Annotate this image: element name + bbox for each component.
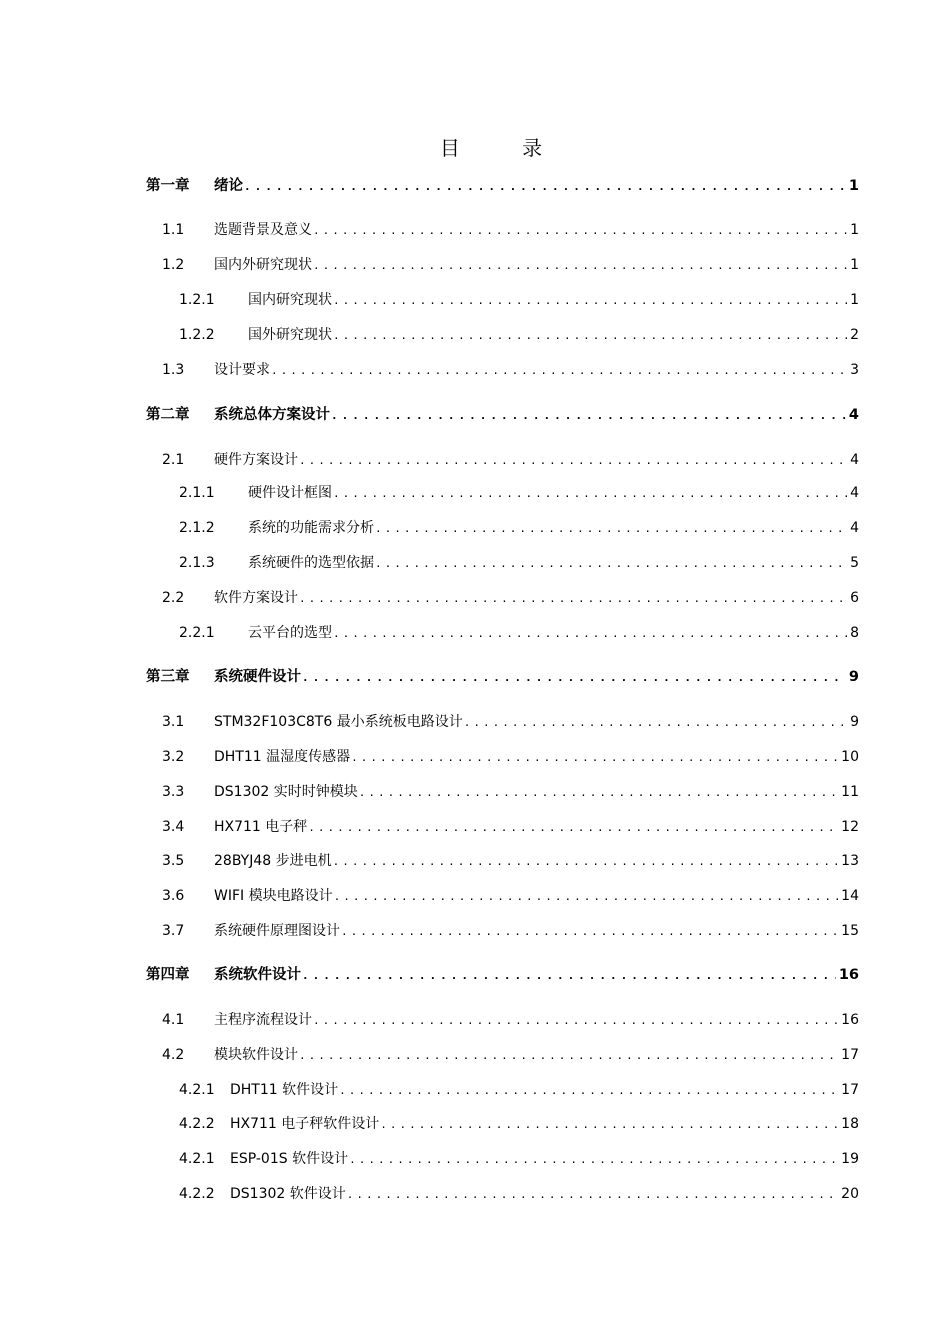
toc-leader-dots [299,589,847,609]
toc-leader-dots [271,361,847,381]
toc-entry-number: 第四章 [146,967,190,983]
toc-entry-number: 3.4 [162,819,185,835]
toc-entry-title: DS1302 软件设计 [230,1186,346,1202]
toc-entry-title: 国外研究现状 [248,327,332,343]
toc-entry-title: 国内研究现状 [248,292,332,308]
toc-entry-number: 3.5 [162,853,185,869]
toc-leader-dots [339,1081,838,1101]
toc-entry-title: 云平台的选型 [248,625,332,641]
toc-entry-number: 第三章 [146,669,190,685]
toc-section-entry[interactable] [179,1114,859,1135]
toc-entry-title: DHT11 软件设计 [230,1082,339,1098]
toc-entry-number: 4.2.2 [179,1186,215,1202]
toc-entry-title: 系统总体方案设计 [214,407,330,423]
toc-entry-number: 4.2.1 [179,1082,215,1098]
toc-chapter-entry[interactable] [146,667,859,688]
toc-chapter-entry[interactable] [146,176,859,197]
toc-section-entry[interactable] [162,1045,859,1066]
toc-entry-page: 4 [850,520,859,536]
toc-entry-number: 3.6 [162,888,185,904]
toc-section-entry[interactable] [162,817,859,838]
toc-leader-dots [299,1046,838,1066]
toc-entry-number: 1.2.2 [179,327,215,343]
toc-section-entry[interactable] [179,1149,859,1170]
toc-section-entry[interactable] [162,255,859,276]
toc-section-entry[interactable] [179,1184,859,1205]
toc-entry-page: 9 [848,669,859,685]
toc-entry-page: 4 [848,407,859,423]
toc-section-entry[interactable] [162,450,859,471]
toc-section-entry[interactable] [179,290,859,311]
toc-section-entry[interactable] [162,1010,859,1031]
toc-entry-title: 系统软件设计 [214,967,301,983]
toc-entry-title: 系统硬件的选型依据 [248,555,374,571]
toc-entry-page: 18 [841,1116,859,1132]
toc-entry-title: 软件方案设计 [214,590,298,606]
toc-chapter-entry[interactable] [146,965,859,986]
toc-section-entry[interactable] [179,553,859,574]
toc-entry-number: 1.2.1 [179,292,215,308]
toc-entry-number: 1.1 [162,222,185,238]
toc-entry-page: 2 [850,327,859,343]
toc-leader-dots [375,554,847,574]
toc-leader-dots [333,291,847,311]
toc-entry-page: 1 [850,292,859,308]
toc-entry-page: 14 [841,888,859,904]
toc-entry-page: 9 [850,714,859,730]
toc-entry-page: 16 [841,1012,859,1028]
toc-leader-dots [308,818,838,838]
toc-entry-number: 2.1.1 [179,485,215,501]
toc-entry-number: 4.2.2 [179,1116,215,1132]
toc-leader-dots [244,177,846,197]
toc-leader-dots [333,484,847,504]
toc-entry-title: HX711 电子秤软件设计 [230,1116,380,1132]
toc-entry-page: 10 [841,749,859,765]
toc-leader-dots [333,326,847,346]
toc-chapter-entry[interactable] [146,405,859,426]
toc-entry-title: DHT11 温湿度传感器 [214,749,351,765]
toc-entry-title: 主程序流程设计 [214,1012,312,1028]
toc-leader-dots [299,451,847,471]
toc-entry-page: 4 [850,452,859,468]
toc-entry-title: 系统硬件原理图设计 [214,923,340,939]
toc-leader-dots [313,256,847,276]
toc-leader-dots [331,406,846,426]
toc-section-entry[interactable] [162,588,859,609]
toc-entry-page: 16 [838,967,859,983]
toc-section-entry[interactable] [162,886,859,907]
toc-entry-title: 系统硬件设计 [214,669,301,685]
toc-section-entry[interactable] [162,782,859,803]
toc-entry-number: 1.3 [162,362,185,378]
toc-entry-title: 设计要求 [214,362,270,378]
toc-entry-title: STM32F103C8T6 最小系统板电路设计 [214,714,463,730]
toc-section-entry[interactable] [179,518,859,539]
toc-entry-page: 6 [850,590,859,606]
toc-entry-title: 国内外研究现状 [214,257,312,273]
toc-section-entry[interactable] [179,325,859,346]
toc-leader-dots [351,748,838,768]
toc-entry-page: 3 [850,362,859,378]
toc-entry-title: HX711 电子秤 [214,819,308,835]
toc-leader-dots [349,1150,838,1170]
toc-entry-number: 2.1.3 [179,555,215,571]
toc-entry-title: ESP-01S 软件设计 [230,1151,349,1167]
toc-entry-number: 4.2.1 [179,1151,215,1167]
toc-leader-dots [464,713,847,733]
toc-leader-dots [334,887,839,907]
toc-entry-page: 12 [841,819,859,835]
toc-leader-dots [341,922,838,942]
toc-entry-number: 第一章 [146,178,190,194]
toc-entry-number: 第二章 [146,407,190,423]
toc-entry-title: DS1302 实时时钟模块 [214,784,358,800]
toc-entry-page: 5 [850,555,859,571]
toc-leader-dots [359,783,838,803]
toc-entry-page: 1 [850,222,859,238]
toc-leader-dots [302,668,846,688]
toc-entry-number: 3.3 [162,784,185,800]
toc-leader-dots [333,624,847,644]
toc-title: 目 录 [439,136,571,160]
toc-entry-number: 2.1 [162,452,185,468]
toc-entry-page: 19 [841,1151,859,1167]
toc-section-entry[interactable] [179,483,859,504]
toc-section-entry[interactable] [162,220,859,241]
toc-entry-number: 1.2 [162,257,185,273]
toc-entry-title: 模块软件设计 [214,1047,298,1063]
toc-entry-number: 4.2 [162,1047,185,1063]
toc-entry-page: 8 [850,625,859,641]
toc-entry-page: 15 [841,923,859,939]
toc-section-entry[interactable] [162,921,859,942]
toc-entry-page: 13 [841,853,859,869]
toc-section-entry[interactable] [179,1080,859,1101]
toc-entry-number: 3.2 [162,749,185,765]
toc-leader-dots [347,1185,838,1205]
toc-leader-dots [375,519,847,539]
toc-entry-title: 28BYJ48 步进电机 [214,853,332,869]
toc-leader-dots [313,221,847,241]
toc-entry-number: 2.1.2 [179,520,215,536]
toc-entry-title: 绪论 [214,178,243,194]
toc-section-entry[interactable] [162,360,859,381]
toc-leader-dots [333,852,839,872]
toc-section-entry[interactable] [162,747,859,768]
toc-entry-title: 硬件方案设计 [214,452,298,468]
toc-leader-dots [302,966,836,986]
toc-entry-number: 2.2.1 [179,625,215,641]
toc-section-entry[interactable] [162,712,859,733]
toc-entry-title: WIFI 模块电路设计 [214,888,333,904]
toc-entry-title: 系统的功能需求分析 [248,520,374,536]
toc-entry-number: 3.7 [162,923,185,939]
toc-entry-page: 4 [850,485,859,501]
toc-section-entry[interactable] [162,851,859,872]
toc-entry-page: 1 [850,257,859,273]
toc-entry-title: 选题背景及意义 [214,222,312,238]
toc-leader-dots [380,1115,838,1135]
toc-entry-page: 11 [841,784,859,800]
toc-entry-page: 17 [841,1082,859,1098]
toc-entry-page: 1 [848,178,859,194]
toc-entry-number: 2.2 [162,590,185,606]
toc-leader-dots [313,1011,838,1031]
toc-section-entry[interactable] [179,623,859,644]
toc-entry-page: 17 [841,1047,859,1063]
toc-entry-page: 20 [841,1186,859,1202]
toc-entry-number: 3.1 [162,714,185,730]
toc-entry-number: 4.1 [162,1012,185,1028]
toc-entry-title: 硬件设计框图 [248,485,332,501]
